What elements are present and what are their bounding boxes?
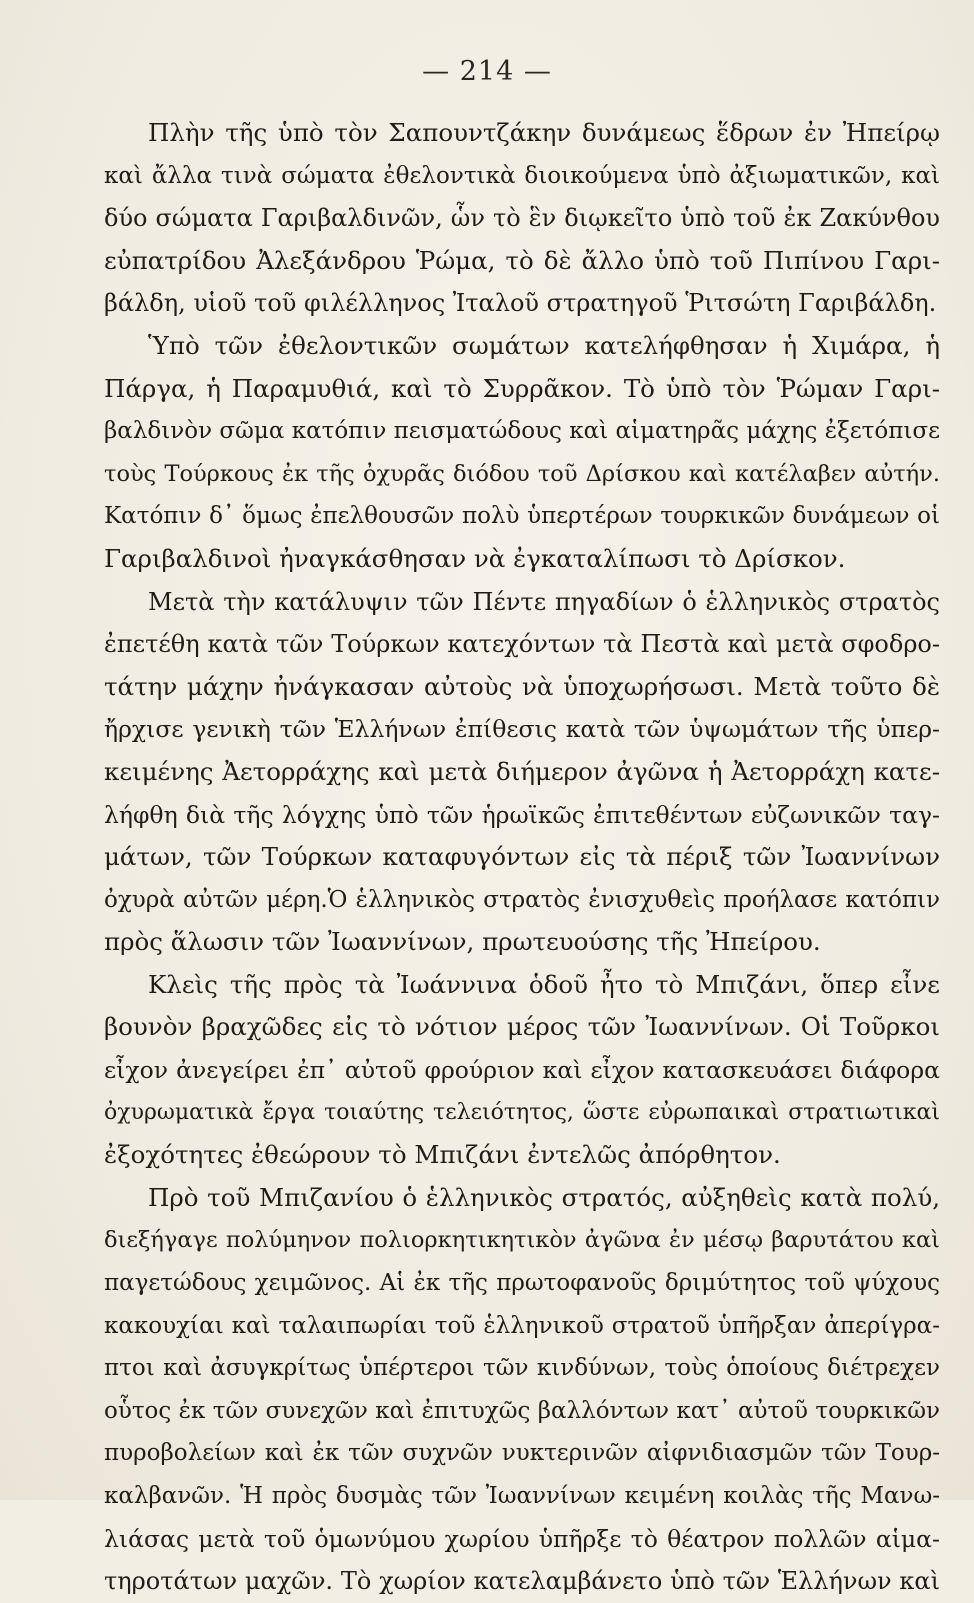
text-line: βαλδινὸν σῶμα κατόπιν πεισματώδους καὶ αἱματηρᾶς μάχης ἐξετόπισε xyxy=(104,418,940,445)
text-line: Γαριβαλδινοὶ ἠναγκάσθησαν νὰ ἐγκαταλίπωσι τὸ Δρίσκον. xyxy=(104,543,846,573)
text-line: δύο σώματα Γαριβαλδινῶν, ὧν τὸ ἓν διῳκεῖτο ὑπὸ τοῦ ἐκ Ζακύνθου xyxy=(104,204,940,233)
body-text xyxy=(104,112,940,1603)
text-line: πτοι καὶ ἀσυγκρίτως ὑπέρτεροι τῶν κινδύνων, τοὺς ὁποίους διέτρεχεν xyxy=(104,1355,940,1382)
text-line: Πρὸ τοῦ Μπιζανίου ὁ ἑλληνικὸς στρατός, αὐξηθεὶς κατὰ πολύ, xyxy=(148,1182,940,1212)
text-line: Πάργα, ἡ Παραμυθιά, καὶ τὸ Συρρᾶκον. Τὸ ὑπὸ τὸν Ῥώμαν Γαρι- xyxy=(104,373,940,403)
text-line: Κατόπιν δ᾽ ὅμως ἐπελθουσῶν πολὺ ὑπερτέρων τουρκικῶν δυνάμεων οἱ xyxy=(104,503,940,530)
text-line: Ὑπὸ τῶν ἐθελοντικῶν σωμάτων κατελήφθησαν ἡ Χιμάρα, ἡ xyxy=(148,330,940,360)
text-line: κειμένης Ἀετορράχης καὶ μετὰ διήμερον ἀγῶνα ἡ Ἀετορράχη κατε- xyxy=(104,756,940,786)
text-line: μάτων, τῶν Τούρκων καταφυγόντων εἰς τὰ πέριξ τῶν Ἰωαννίνων xyxy=(104,842,940,872)
text-line: λιάσας μετὰ τοῦ ὁμωνύμου χωρίου ὑπῆρξε τὸ θέατρον πολλῶν αἱμα- xyxy=(104,1524,940,1553)
text-line: ἤρχισε γενικὴ τῶν Ἑλλήνων ἐπίθεσις κατὰ τῶν ὑψωμάτων τῆς ὑπερ- xyxy=(104,715,940,744)
text-line: καὶ ἄλλα τινὰ σώματα ἐθελοντικὰ διοικούμενα ὑπὸ ἀξιωματικῶν, καὶ xyxy=(104,162,940,189)
text-line: τάτην μάχην ἠνάγκασαν αὐτοὺς νὰ ὑποχωρήσωσι. Μετὰ τοῦτο δὲ xyxy=(104,671,940,701)
text-line: ὀχυρὰ αὐτῶν μέρη.Ὁ ἑλληνικὸς στρατὸς ἐνισχυθεὶς προήλασε κατόπιν xyxy=(104,886,940,913)
text-line: Μετὰ τὴν κατάλυψιν τῶν Πέντε πηγαδίων ὁ ἑλληνικὸς στρατὸς xyxy=(148,587,940,616)
text-line: κακουχίαι καὶ ταλαιπωρίαι τοῦ ἑλληνικοῦ στρατοῦ ὑπῆρξαν ἀπερίγρα- xyxy=(104,1312,940,1339)
text-line: διεξήγαγε πολύμηνον πολιορκητικητικὸν ἀγῶνα ἐν μέσῳ βαρυτάτου καὶ xyxy=(104,1227,940,1254)
text-line: Κλεὶς τῆς πρὸς τὰ Ἰωάννινα ὁδοῦ ἦτο τὸ Μπιζάνι, ὅπερ εἶνε xyxy=(148,969,940,999)
text-line: τοὺς Τούρκους ἐκ τῆς ὀχυρᾶς διόδου τοῦ Δρίσκου καὶ κατέλαβεν αὐτήν. xyxy=(104,460,940,487)
text-line: ὀχυρωματικὰ ἔργα τοιαύτης τελειότητος, ὥστε εὐρωπαικαὶ στρατιωτικαὶ xyxy=(104,1099,940,1125)
text-line: οὗτος ἐκ τῶν συνεχῶν καὶ ἐπιτυχῶς βαλλόντων κατ᾽ αὐτοῦ τουρκικῶν xyxy=(104,1397,940,1424)
text-line: πρὸς ἅλωσιν τῶν Ἰωαννίνων, πρωτευούσης τῆς Ἠπείρου. xyxy=(104,927,821,957)
page-number: — 214 — xyxy=(422,56,552,87)
text-line: ἐξοχότητες ἐθεώρουν τὸ Μπιζάνι ἐντελῶς ἀπόρθητον. xyxy=(104,1140,781,1170)
text-line: καλβανῶν. Ἡ πρὸς δυσμὰς τῶν Ἰωαννίνων κειμένη κοιλὰς τῆς Μανω- xyxy=(104,1483,940,1509)
text-line: εὐπατρίδου Ἀλεξάνδρου Ῥώμα, τὸ δὲ ἄλλο ὑπὸ τοῦ Πιπίνου Γαρι- xyxy=(104,245,940,275)
text-line: βάλδη, υἱοῦ τοῦ φιλέλληνος Ἰταλοῦ στρατηγοῦ Ῥιτσώτη Γαριβάλδη. xyxy=(104,289,937,318)
text-line: παγετώδους χειμῶνος. Αἱ ἐκ τῆς πρωτοφανοῦς δριμύτητος τοῦ ψύχους xyxy=(104,1270,940,1297)
text-line: τηροτάτων μαχῶν. Τὸ χωρίον κατελαμβάνετο ὑπὸ τῶν Ἑλλήνων καὶ xyxy=(104,1567,940,1596)
text-line: εἶχον ἀνεγείρει ἐπ᾽ αὐτοῦ φρούριον καὶ εἶχον κατασκευάσει διάφορα xyxy=(104,1056,940,1085)
text-line: ἐπετέθη κατὰ τῶν Τούρκων κατεχόντων τὰ Πεστὰ καὶ μετὰ σφοδρο- xyxy=(104,630,940,659)
text-line: Πλὴν τῆς ὑπὸ τὸν Σαπουντζάκην δυνάμεως ἕδρων ἐν Ἠπείρῳ xyxy=(148,118,940,147)
text-line: πυροβολείων καὶ ἐκ τῶν συχνῶν νυκτερινῶν αἰφνιδιασμῶν τῶν Τουρ- xyxy=(104,1440,940,1467)
text-line: βουνὸν βραχῶδες εἰς τὸ νότιον μέρος τῶν Ἰωαννίνων. Οἱ Τοῦρκοι xyxy=(104,1012,940,1042)
text-line: λήφθη διὰ τῆς λόγχης ὑπὸ τῶν ἡρωϊκῶς ἐπιτεθέντων εὐζωνικῶν ταγ- xyxy=(104,800,940,829)
